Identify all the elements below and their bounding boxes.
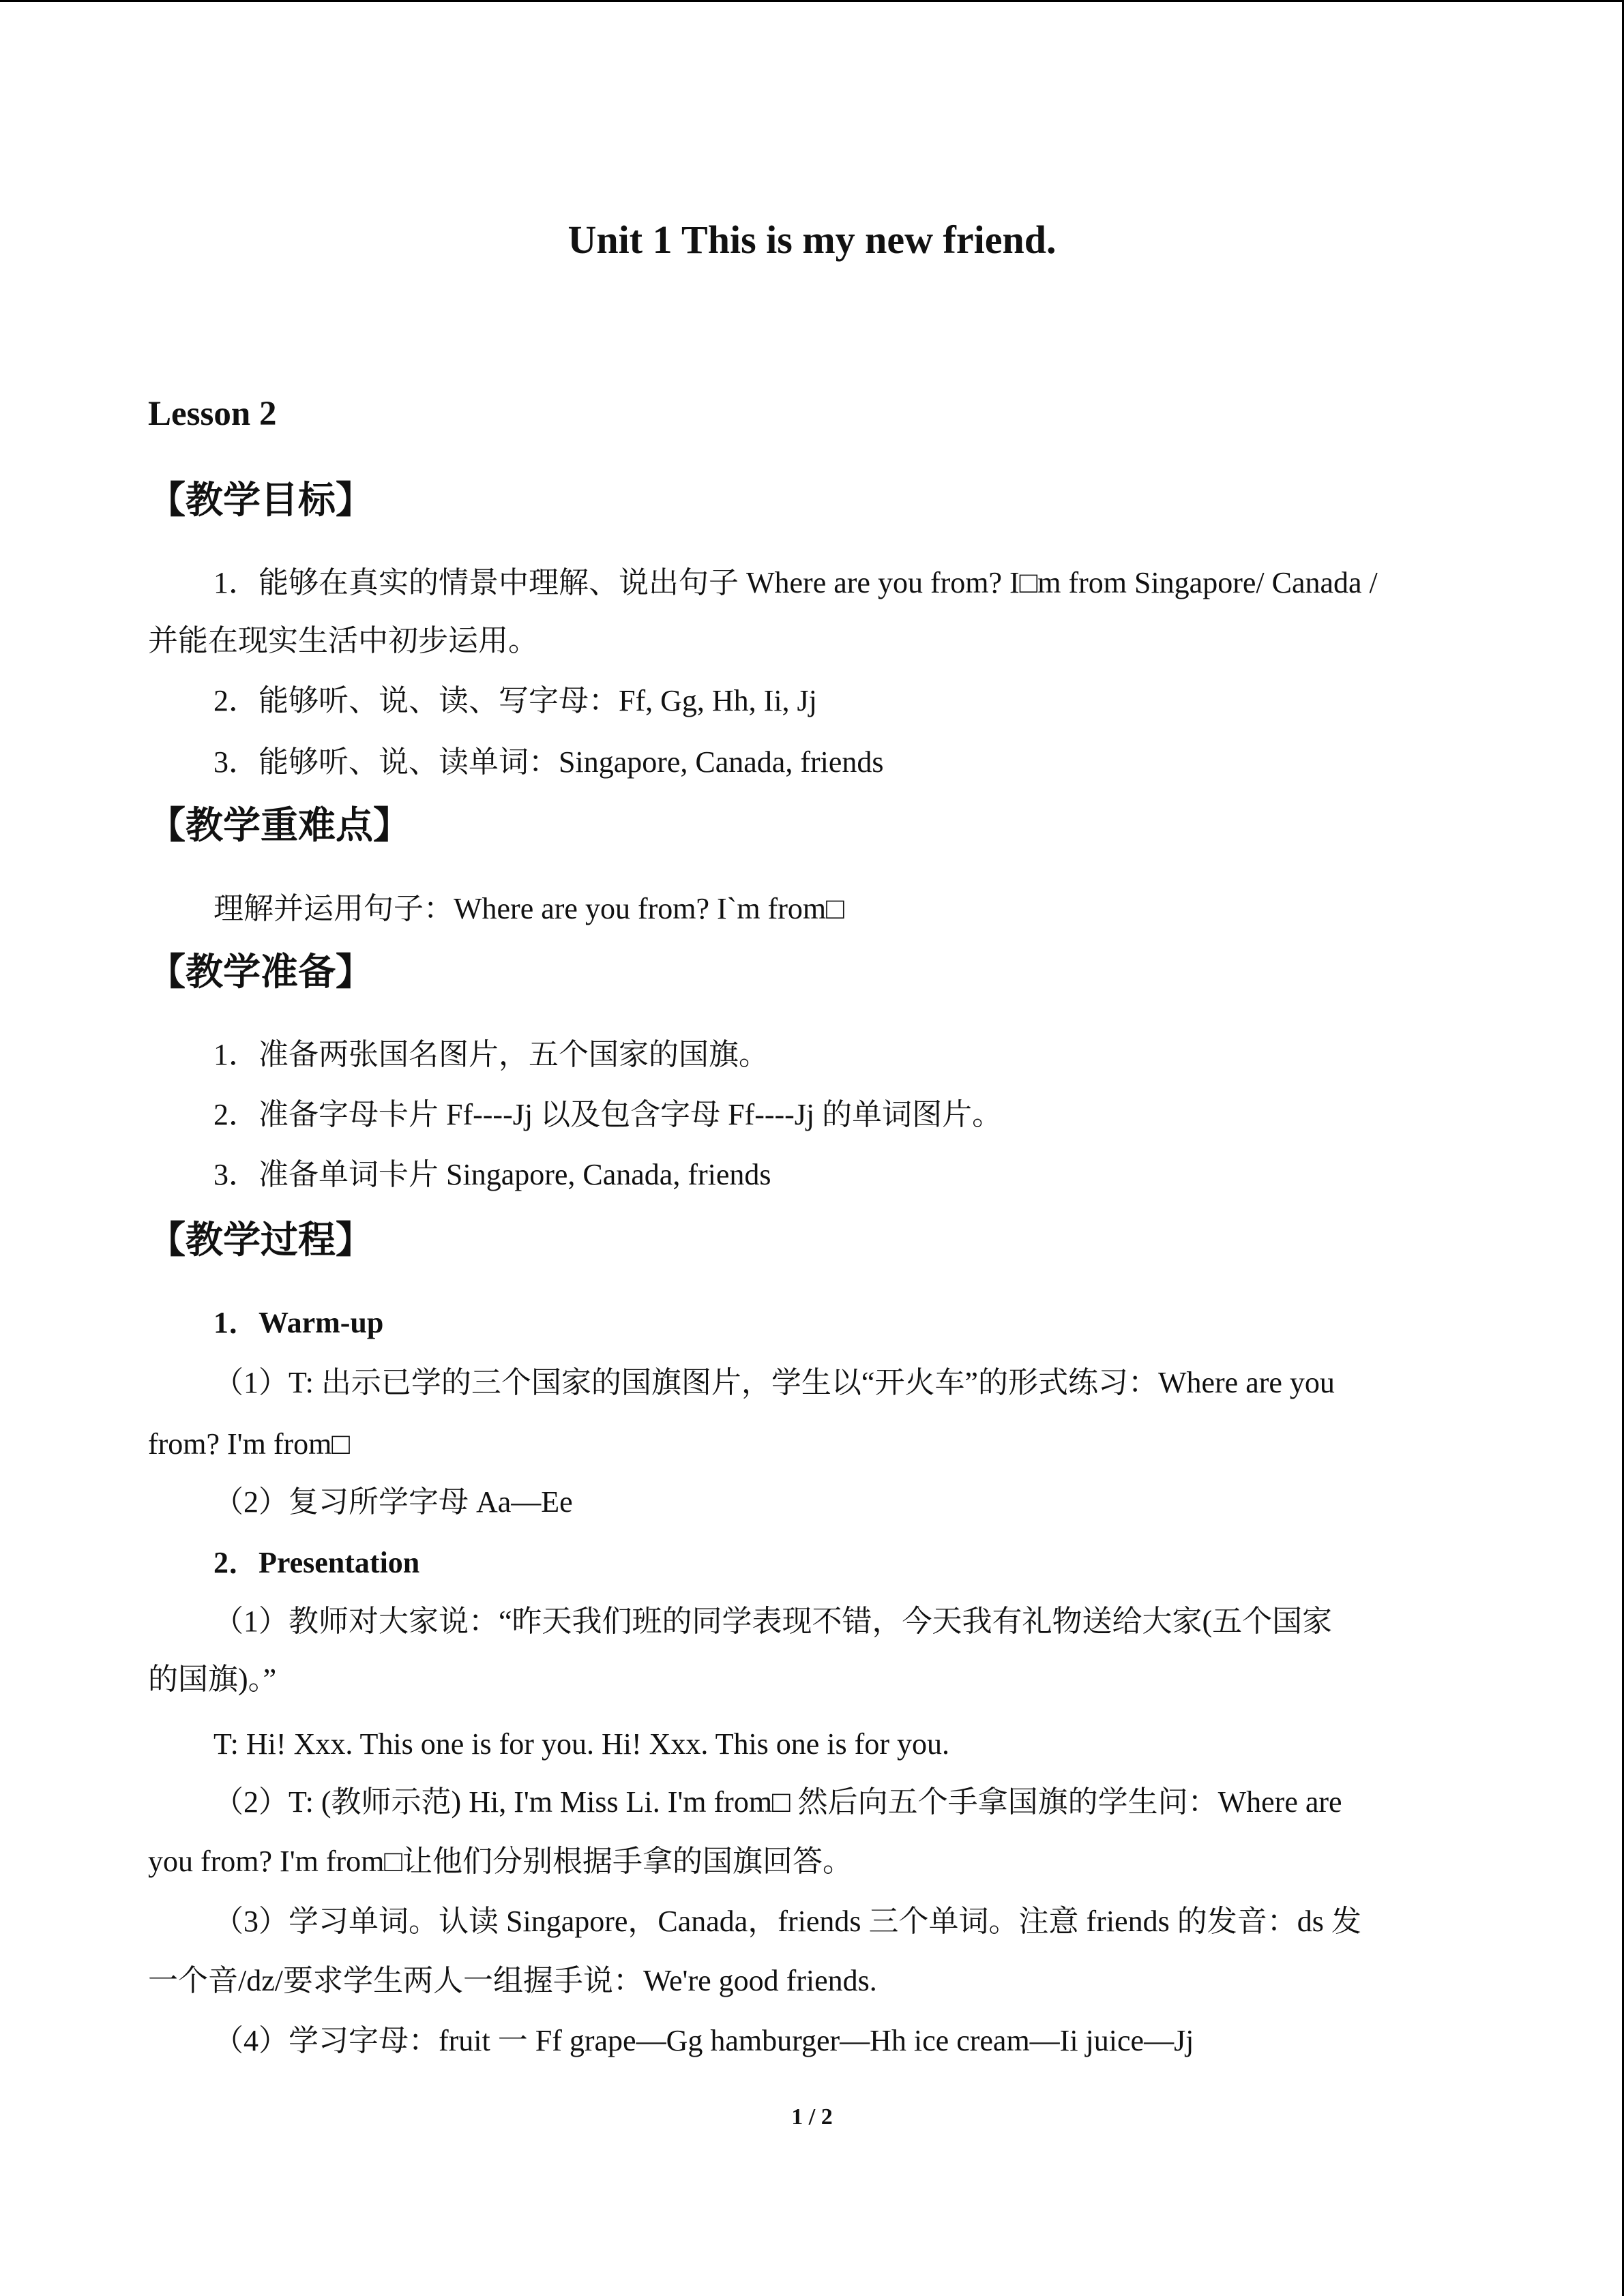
heading-preparation: 【教学准备】 — [148, 950, 374, 994]
presentation-title: 2．Presentation — [213, 1546, 420, 1579]
heading-keypoints: 【教学重难点】 — [148, 803, 411, 847]
preparation-line-2: 2．准备字母卡片 Ff----Jj 以及包含字母 Ff----Jj 的单词图片。 — [213, 1098, 1003, 1131]
document-title: Unit 1 This is my new friend. — [567, 218, 1057, 262]
presentation-line-3: （3）学习单词。认读 Singapore，Canada，friends 三个单词。注意 friends 的发音：ds 发 — [213, 1905, 1361, 1938]
preparation-line-1: 1．准备两张国名图片，五个国家的国旗。 — [213, 1038, 769, 1071]
presentation-line-4: （4）学习字母：fruit 一 Ff grape—Gg hamburger—Hh ice cream—Ii juice—Jj — [213, 2024, 1194, 2057]
presentation-line-1-cont: 的国旗)。” — [148, 1663, 277, 1696]
heading-objectives: 【教学目标】 — [148, 478, 374, 522]
objective-line-2: 2．能够听、说、读、写字母：Ff, Gg, Hh, Ii, Jj — [213, 684, 817, 717]
preparation-line-3: 3．准备单词卡片 Singapore, Canada, friends — [213, 1158, 771, 1191]
warmup-line-1-cont: from? I'm from□ — [148, 1427, 350, 1461]
presentation-line-dialog: T: Hi! Xxx. This one is for you. Hi! Xxx. This one is for you. — [213, 1727, 949, 1761]
presentation-line-2-cont: you from? I'm from□让他们分别根据手拿的国旗回答。 — [148, 1845, 853, 1878]
presentation-line-2: （2）T: (教师示范) Hi, I'm Miss Li. I'm from□ 然后向五个手拿国旗的学生问：Where are — [213, 1785, 1342, 1819]
objective-line-1-cont: 并能在现实生活中初步运用。 — [148, 624, 538, 657]
heading-process: 【教学过程】 — [148, 1218, 374, 1262]
objective-line-3: 3．能够听、说、读单词：Singapore, Canada, friends — [213, 745, 884, 779]
warmup-line-2: （2）复习所学字母 Aa—Ee — [213, 1485, 573, 1519]
warmup-line-1: （1）T: 出示已学的三个国家的国旗图片，学生以“开火车”的形式练习：Where are you — [213, 1366, 1335, 1399]
page-border-top — [0, 0, 1624, 2]
page-number: 1 / 2 — [791, 2104, 833, 2130]
keypoint-line-1: 理解并运用句子：Where are you from? I`m from□ — [213, 892, 844, 925]
lesson-label: Lesson 2 — [148, 395, 277, 433]
warmup-title: 1．Warm-up — [213, 1306, 384, 1339]
objective-line-1: 1．能够在真实的情景中理解、说出句子 Where are you from? I□m from Singapore/ Canada / — [213, 566, 1378, 599]
presentation-line-1: （1）教师对大家说：“昨天我们班的同学表现不错，今天我有礼物送给大家(五个国家 — [213, 1605, 1333, 1638]
presentation-line-3-cont: 一个音/dz/要求学生两人一组握手说：We're good friends. — [148, 1964, 877, 1997]
